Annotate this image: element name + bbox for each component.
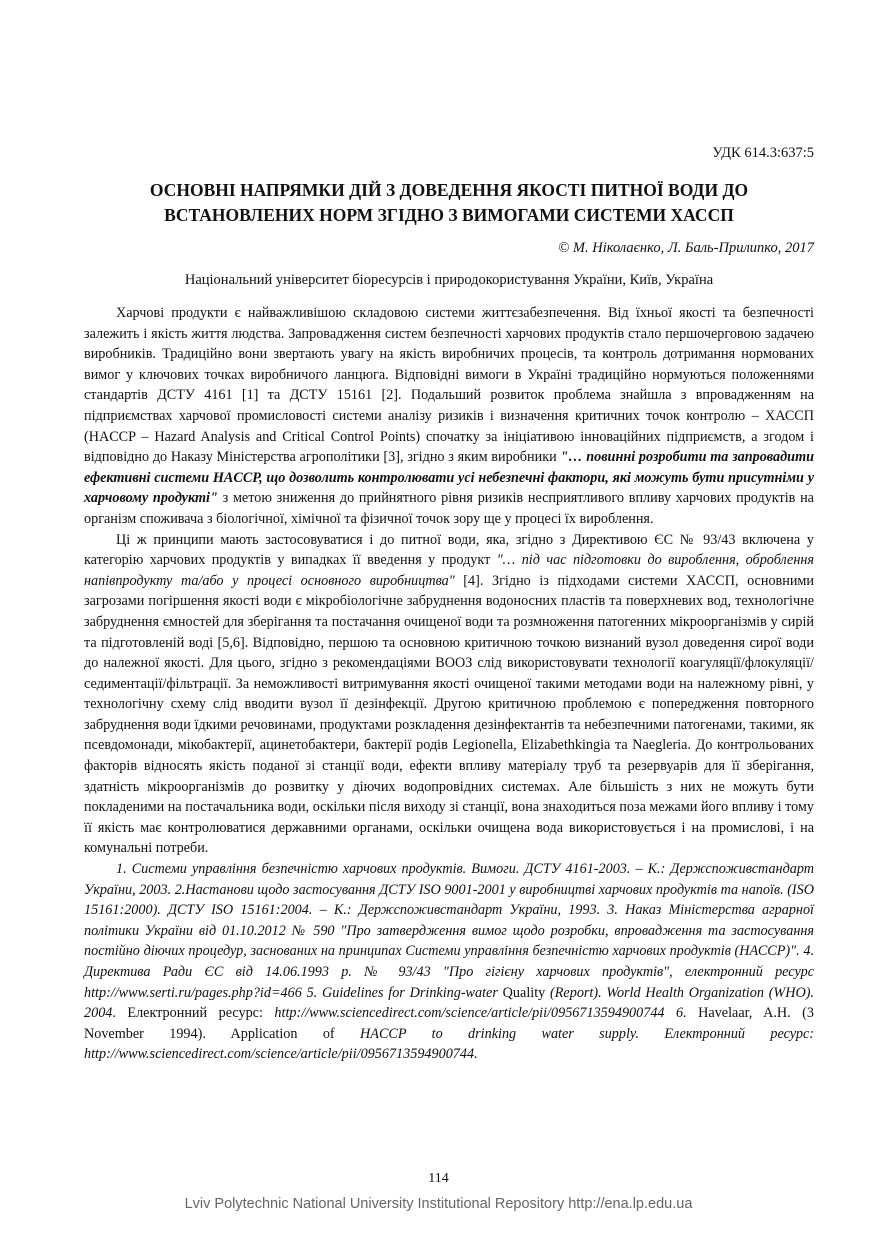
reference-3: (Report). World Health Organization (WHO). 2004 xyxy=(84,984,815,1022)
authors: © М. Ніколаєнко, Л. Баль-Прилипко, 2017 xyxy=(558,240,814,256)
reference-6: Havelaar, A.H. (3 November 1994). Application of xyxy=(84,1005,814,1042)
repository-footer: Lviv Polytechnic National University Institutional Repository http://ena.lp.edu.ua xyxy=(184,1196,693,1212)
paragraph-1-quote: "… повинні розробити та запровадити ефективні системи HACCP, що дозволить контролювати усі небезпечні фактори, які можуть бути присутніми у харчовому продукті" xyxy=(84,449,814,507)
paragraph-2-quote: "… під час підготовки до вироблення, оброблення напівпродукту та/або у процесі основного виробництва" xyxy=(84,552,814,589)
reference-1: 1. Системи управління безпечністю харчових продуктів. Вимоги. ДСТУ 4161-2003. – К.: Держспоживстандарт України, 2003. 2.Настанови щодо застосування ДСТУ ISO 9001-2001 у виробництві харчових продуктів та напоїв. (ISO 15161:2000). ДСТУ ISO 15161:2004. – К.: Держспоживстандарт України, 1993. 3. Наказ Міністерства аграрної політики України від 01.10.2012 № 590 "Про затвердження вимог щодо розробки, впровадження та застосування постійно діючих процедур, заснованих на принципах Системи управління безпечністю харчових продуктів (НАССР)". 4. Директива Ради ЄС від 14.06.1993 р. № 93/43 "Про гігієну харчових продуктів", електронний ресурс http://www.serti.ru/pages.php?id=466 5. Guidelines for Drinking-water xyxy=(84,861,814,1001)
references xyxy=(84,859,814,1065)
paragraph-1 xyxy=(84,303,814,530)
paragraph-2-text-b: [4]. Згідно із підходами системи ХАССП, основними загрозами погіршення якості води є мікробіологічне забруднення водоносних пластів та поверхневих вод, технологічне забруднення ємностей для зберігання та постачання очищеної води та розмноження патогенних мікроорганізмів у сирій та підготовленій воді [5,6]. Відповідно, першою та основною критичною точкою визнаний вузол доведення сирої води до належної якості. Для цього, згідно з рекомендаціями ВООЗ слід використовувати технології коагуляції/флокуляції/седиментації/фільтрації. За неможливості витримування якості очищеної такими методами води на належному рівні, у технологічну схему слід вводити вузол її дезінфекції. Другою критичною проблемою є попередження повторного забруднення води їдкими речовинами, продуктами розкладення дезінфектантів та небезпечними патогенами, такими, як псевдомонади, мікобактерії, ацинетобактери, бактерії родів Legionella, Elizabethkingia та Naegleria. До контрольованих факторів відносять якість поданої зі станції води, ефекти впливу матеріалу труб та резервуарів для її зберігання, здатність мікроорганізмів до розвитку у діючих водопровідних системах. Але більшість з них не можуть бути покладеними на постачальника води, оскільки після виходу зі станції, вона знаходиться поза межами його впливу і тому її якість має контролюватися державними органами, оскільки очищена вода використовується і на промислові, і на комунальні потреби. xyxy=(84,572,814,857)
reference-4: . Електронний ресурс: xyxy=(112,1005,275,1022)
paragraph-1-text-a: Харчові продукти є найважливішою складовою системи життєзабезпечення. Від їхньої якості та безпечності залежить і якість життя людства. Запровадження систем безпечності харчових продуктів стало першочерговою задачею виробників. Традиційно вони звертають увагу на якість виробничих процесів, та контроль дотримання нормованих вимог у ключових точках виробничого ланцюга. Відповідні вимоги в Україні традиційно нормуються положеннями стандартів ДСТУ 4161 [1] та ДСТУ 15161 [2]. Подальший розвиток проблема знайшла з впровадженням на підприємствах харчової промисловості системи аналізу ризиків і визначення критичних точок контролю – ХАССП (HACCP – Hazard Analysis and Critical Control Points) спочатку за ініціативою інноваційних підприємств, а згодом і відповідно до Наказу Міністерства агрополітики [3], згідно з яким виробники xyxy=(84,305,814,466)
paragraph-1-text-b: з метою зниження до прийнятного рівня ризиків несприятливого впливу харчових продуктів на організм споживача з біологічної, хімічної та фізичної точок зору ще у процесі їх вироблення. xyxy=(84,490,814,527)
paragraph-2-text-a: Ці ж принципи мають застосовуватися і до питної води, яка, згідно з Директивою ЄС № 93/43 включена у категорію харчових продуктів у випадках її введення у продукт xyxy=(84,531,814,569)
udk-code: УДК 614.3:637:5 xyxy=(712,145,814,161)
page-number: 114 xyxy=(428,1171,449,1186)
title-line-2: ВСТАНОВЛЕНИХ НОРМ ЗГІДНО З ВИМОГАМИ СИСТЕМИ ХАССП xyxy=(164,205,734,225)
reference-7: HACCP to drinking water supply. Електронний ресурс: http://www.sciencedirect.com/science/article/pii/0956713594900744. xyxy=(84,1025,815,1063)
paragraph-2 xyxy=(84,530,814,860)
article-body xyxy=(84,303,814,1065)
affiliation: Національний університет біоресурсів і природокористування України, Київ, Україна xyxy=(184,272,714,288)
article-title xyxy=(84,178,814,228)
reference-5: http://www.sciencedirect.com/science/article/pii/0956713594900744 6. xyxy=(274,1005,699,1022)
reference-2: Quality xyxy=(497,984,551,1001)
title-line-1: ОСНОВНІ НАПРЯМКИ ДІЙ З ДОВЕДЕННЯ ЯКОСТІ ПИТНОЇ ВОДИ ДО xyxy=(149,180,749,200)
